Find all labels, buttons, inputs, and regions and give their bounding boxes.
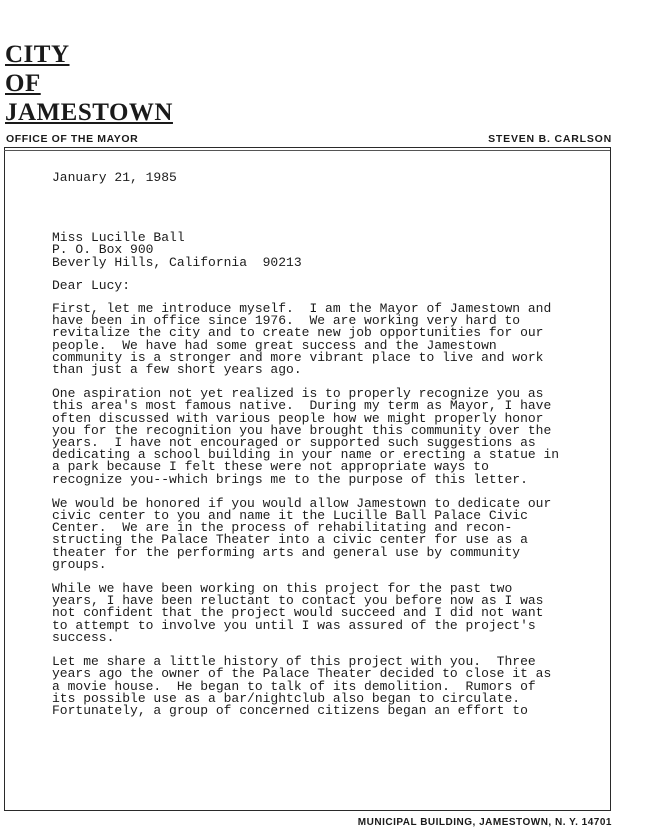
paragraph-introduction: First, let me introduce myself. I am the Mayor of Jamestown and have been in office since 1976. We are working very hard to revitalize the city and to create new job opportunities for our people. We have had some great success and the Jamestown community is a stronger and more vibrant place to live and work than just a few short years ago. — [52, 301, 552, 378]
masthead-jamestown: JAMESTOWN — [5, 99, 173, 126]
paragraph-history: Let me share a little history of this project with you. Three years ago the owner of the Palace Theater decided to close it as a movie house. He began to talk of its demolition. Rumors of its possible use as a bar/nightclub also began to circulate. Fortunately, a group of concerned citizens began an effort to — [52, 654, 552, 718]
recipient-name: Miss Lucille Ball — [52, 230, 185, 246]
footer-address: MUNICIPAL BUILDING, JAMESTOWN, N. Y. 14701 — [357, 817, 612, 828]
paragraph-civic-center: We would be honored if you would allow Jamestown to dedicate our civic center to you and name it the Lucille Ball Palace Civic Center. We are in the process of rehabilitating and recon- structing the Palace Theater into a civic center for use as a theater for the performing arts and general use by community groups. — [52, 495, 552, 572]
mayor-name: STEVEN B. CARLSON — [488, 133, 612, 145]
recipient-box: P. O. Box 900 — [52, 242, 154, 258]
recipient-city: Beverly Hills, California 90213 — [52, 254, 302, 270]
salutation: Dear Lucy: — [52, 277, 131, 293]
paragraph-aspiration: One aspiration not yet realized is to properly recognize you as this area's most famous native. During my term as Mayor, I have often discussed with various people how we might properly honor you for the recognition you have brought this community over the years. I have not encouraged or supported such suggestions as dedicating a school building in your name or erecting a statue in a park because I felt these were not appropriate ways to recognize you--which brings me to the purpose of this letter. — [52, 386, 560, 487]
paragraph-project-status: While we have been working on this project for the past two years, I have been reluctant to contact you before now as I was not confident that the project would succeed and I did not want to attempt to involve you until I was assured of the project's success. — [52, 581, 544, 645]
letterhead-masthead — [5, 40, 173, 127]
masthead-city: CITY — [5, 41, 70, 68]
masthead-of: OF — [5, 70, 41, 97]
letterhead-divider — [4, 150, 610, 151]
letter-body — [52, 172, 597, 729]
office-of-the-mayor: OFFICE OF THE MAYOR — [6, 133, 139, 145]
recipient-address — [52, 232, 597, 269]
letter-date: January 21, 1985 — [52, 170, 177, 185]
